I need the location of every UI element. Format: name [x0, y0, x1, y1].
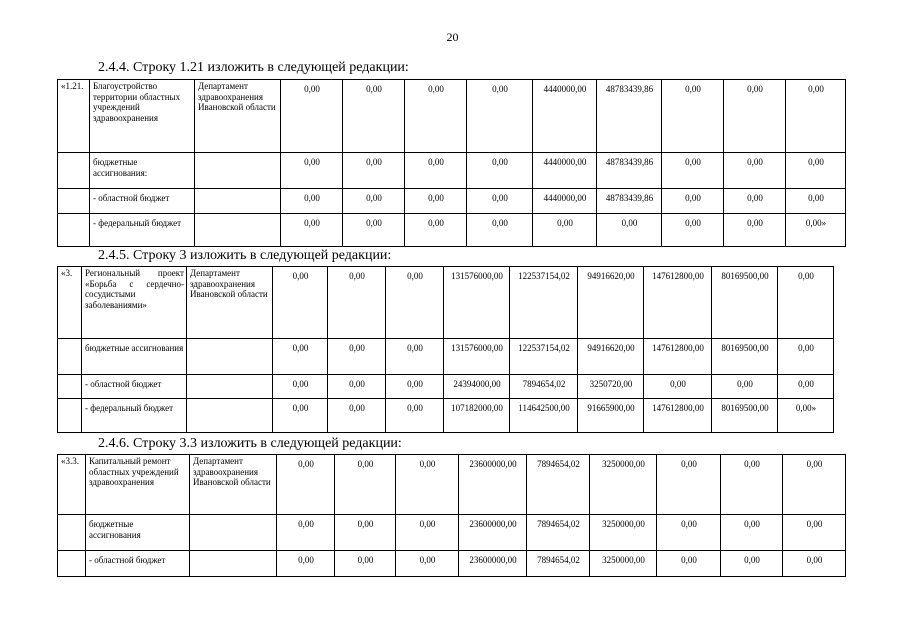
row-code [58, 189, 90, 214]
value-cell: 0,00 [724, 153, 786, 189]
value-cell: 0,00 [721, 551, 783, 577]
value-cell: 80169500,00 [712, 399, 778, 433]
value-cell: 0,00 [662, 214, 724, 247]
value-cell: 0,00 [657, 515, 721, 551]
value-cell: 0,00» [778, 399, 834, 433]
value-cell: 0,00 [724, 214, 786, 247]
value-cell: 0,00 [328, 267, 386, 339]
table-row [58, 399, 834, 433]
value-cell: 0,00 [343, 153, 405, 189]
value-cell: 0,00 [273, 399, 328, 433]
value-cell: 4440000,00 [533, 80, 597, 153]
value-cell: 0,00 [778, 339, 834, 375]
value-cell: 3250000,00 [590, 551, 657, 577]
table-row [58, 214, 846, 247]
table-row [58, 339, 834, 375]
value-cell: 91665900,00 [578, 399, 644, 433]
value-cell: 0,00 [335, 515, 396, 551]
page-number: 20 [446, 30, 459, 44]
value-cell: 23600000,00 [459, 455, 527, 515]
table-row [58, 153, 846, 189]
row-code [58, 153, 90, 189]
row-code [58, 399, 82, 433]
value-cell: 0,00 [396, 455, 459, 515]
value-cell: 0,00 [721, 515, 783, 551]
value-cell: 0,00 [281, 189, 343, 214]
value-cell: 80169500,00 [712, 339, 778, 375]
value-cell: 0,00 [657, 455, 721, 515]
value-cell: 0,00 [328, 375, 386, 399]
value-cell: 4440000,00 [533, 153, 597, 189]
row-executor [190, 551, 277, 577]
row-executor [187, 339, 273, 375]
value-cell: 0,00 [386, 375, 444, 399]
value-cell: 0,00 [343, 214, 405, 247]
value-cell: 0,00 [662, 153, 724, 189]
value-cell: 94916620,00 [578, 267, 644, 339]
value-cell: 0,00 [343, 80, 405, 153]
value-cell: 122537154,02 [510, 267, 578, 339]
row-executor: Департамент здравоохранения Ивановской области [187, 267, 273, 339]
value-cell: 122537154,02 [510, 339, 578, 375]
value-cell: 0,00 [273, 375, 328, 399]
row-name: Региональный проект «Борьба с сердечно-сосудистыми заболеваниями» [82, 267, 187, 339]
row-name: бюджетные ассигнования: [90, 153, 195, 189]
row-code: «1.21. [58, 80, 90, 153]
value-cell: 0,00 [386, 339, 444, 375]
value-cell: 0,00 [597, 214, 662, 247]
section-heading-2-4-5: 2.4.5. Строку 3 изложить в следующей редакции: [98, 248, 392, 263]
value-cell: 131576000,00 [444, 339, 510, 375]
row-executor [195, 189, 281, 214]
row-name: - федеральный бюджет [82, 399, 187, 433]
row-code [58, 214, 90, 247]
value-cell: 0,00» [786, 214, 846, 247]
value-cell: 0,00 [657, 551, 721, 577]
value-cell: 147612800,00 [644, 339, 712, 375]
table-row [58, 455, 846, 515]
value-cell: 0,00 [405, 153, 467, 189]
value-cell: 0,00 [343, 189, 405, 214]
value-cell: 0,00 [396, 515, 459, 551]
value-cell: 48783439,86 [597, 80, 662, 153]
row-executor [195, 153, 281, 189]
value-cell: 0,00 [328, 339, 386, 375]
table-row [58, 189, 846, 214]
value-cell: 0,00 [786, 189, 846, 214]
table-row-3-3 [57, 454, 846, 577]
row-name: - областной бюджет [90, 189, 195, 214]
value-cell: 0,00 [783, 455, 846, 515]
value-cell: 0,00 [644, 375, 712, 399]
section-heading-2-4-4: 2.4.4. Строку 1.21 изложить в следующей редакции: [98, 60, 409, 75]
table-row-3 [57, 266, 834, 433]
table-row [58, 515, 846, 551]
value-cell: 0,00 [281, 153, 343, 189]
value-cell: 0,00 [281, 80, 343, 153]
row-executor: Департамент здравоохранения Ивановской области [190, 455, 277, 515]
row-executor [195, 214, 281, 247]
section-heading-2-4-6: 2.4.6. Строку 3.3 изложить в следующей редакции: [98, 436, 402, 451]
value-cell: 0,00 [467, 214, 533, 247]
value-cell: 0,00 [467, 80, 533, 153]
value-cell: 0,00 [778, 267, 834, 339]
value-cell: 147612800,00 [644, 267, 712, 339]
row-code [58, 551, 86, 577]
row-code: «3.3. [58, 455, 86, 515]
value-cell: 0,00 [786, 80, 846, 153]
value-cell: 0,00 [277, 551, 335, 577]
value-cell: 0,00 [467, 189, 533, 214]
row-name: Капитальный ремонт областных учреждений здравоохранения [86, 455, 190, 515]
row-name: Благоустройство территории областных учреждений здравоохранения [90, 80, 195, 153]
value-cell: 0,00 [724, 189, 786, 214]
value-cell: 3250000,00 [590, 515, 657, 551]
value-cell: 0,00 [277, 515, 335, 551]
value-cell: 0,00 [396, 551, 459, 577]
value-cell: 0,00 [662, 189, 724, 214]
value-cell: 7894654,02 [527, 515, 590, 551]
row-name: бюджетные ассигнования [82, 339, 187, 375]
value-cell: 7894654,02 [510, 375, 578, 399]
value-cell: 48783439,86 [597, 189, 662, 214]
table-row-1-21 [57, 79, 846, 247]
value-cell: 24394000,00 [444, 375, 510, 399]
table-row [58, 551, 846, 577]
table-row [58, 375, 834, 399]
value-cell: 0,00 [533, 214, 597, 247]
value-cell: 0,00 [405, 214, 467, 247]
value-cell: 0,00 [335, 455, 396, 515]
value-cell: 94916620,00 [578, 339, 644, 375]
value-cell: 0,00 [386, 267, 444, 339]
value-cell: 0,00 [328, 399, 386, 433]
value-cell: 0,00 [783, 551, 846, 577]
value-cell: 0,00 [277, 455, 335, 515]
value-cell: 48783439,86 [597, 153, 662, 189]
row-executor: Департамент здравоохранения Ивановской области [195, 80, 281, 153]
value-cell: 0,00 [405, 80, 467, 153]
row-name: - областной бюджет [82, 375, 187, 399]
value-cell: 0,00 [386, 399, 444, 433]
value-cell: 0,00 [662, 80, 724, 153]
value-cell: 0,00 [273, 339, 328, 375]
row-name: бюджетные ассигнования [86, 515, 190, 551]
value-cell: 3250000,00 [590, 455, 657, 515]
value-cell: 23600000,00 [459, 551, 527, 577]
value-cell: 0,00 [786, 153, 846, 189]
value-cell: 3250720,00 [578, 375, 644, 399]
table-row [58, 267, 834, 339]
row-name: - областной бюджет [86, 551, 190, 577]
value-cell: 0,00 [712, 375, 778, 399]
table-row [58, 80, 846, 153]
value-cell: 0,00 [281, 214, 343, 247]
row-code [58, 515, 86, 551]
value-cell: 0,00 [273, 267, 328, 339]
value-cell: 0,00 [467, 153, 533, 189]
value-cell: 131576000,00 [444, 267, 510, 339]
value-cell: 80169500,00 [712, 267, 778, 339]
value-cell: 7894654,02 [527, 455, 590, 515]
value-cell: 0,00 [721, 455, 783, 515]
row-executor [187, 375, 273, 399]
value-cell: 114642500,00 [510, 399, 578, 433]
value-cell: 4440000,00 [533, 189, 597, 214]
value-cell: 0,00 [778, 375, 834, 399]
value-cell: 107182000,00 [444, 399, 510, 433]
value-cell: 7894654,02 [527, 551, 590, 577]
row-executor [190, 515, 277, 551]
value-cell: 0,00 [783, 515, 846, 551]
value-cell: 0,00 [405, 189, 467, 214]
value-cell: 23600000,00 [459, 515, 527, 551]
row-executor [187, 399, 273, 433]
row-code [58, 339, 82, 375]
value-cell: 0,00 [724, 80, 786, 153]
row-code [58, 375, 82, 399]
row-code: «3. [58, 267, 82, 339]
value-cell: 0,00 [335, 551, 396, 577]
value-cell: 147612800,00 [644, 399, 712, 433]
row-name: - федеральный бюджет [90, 214, 195, 247]
